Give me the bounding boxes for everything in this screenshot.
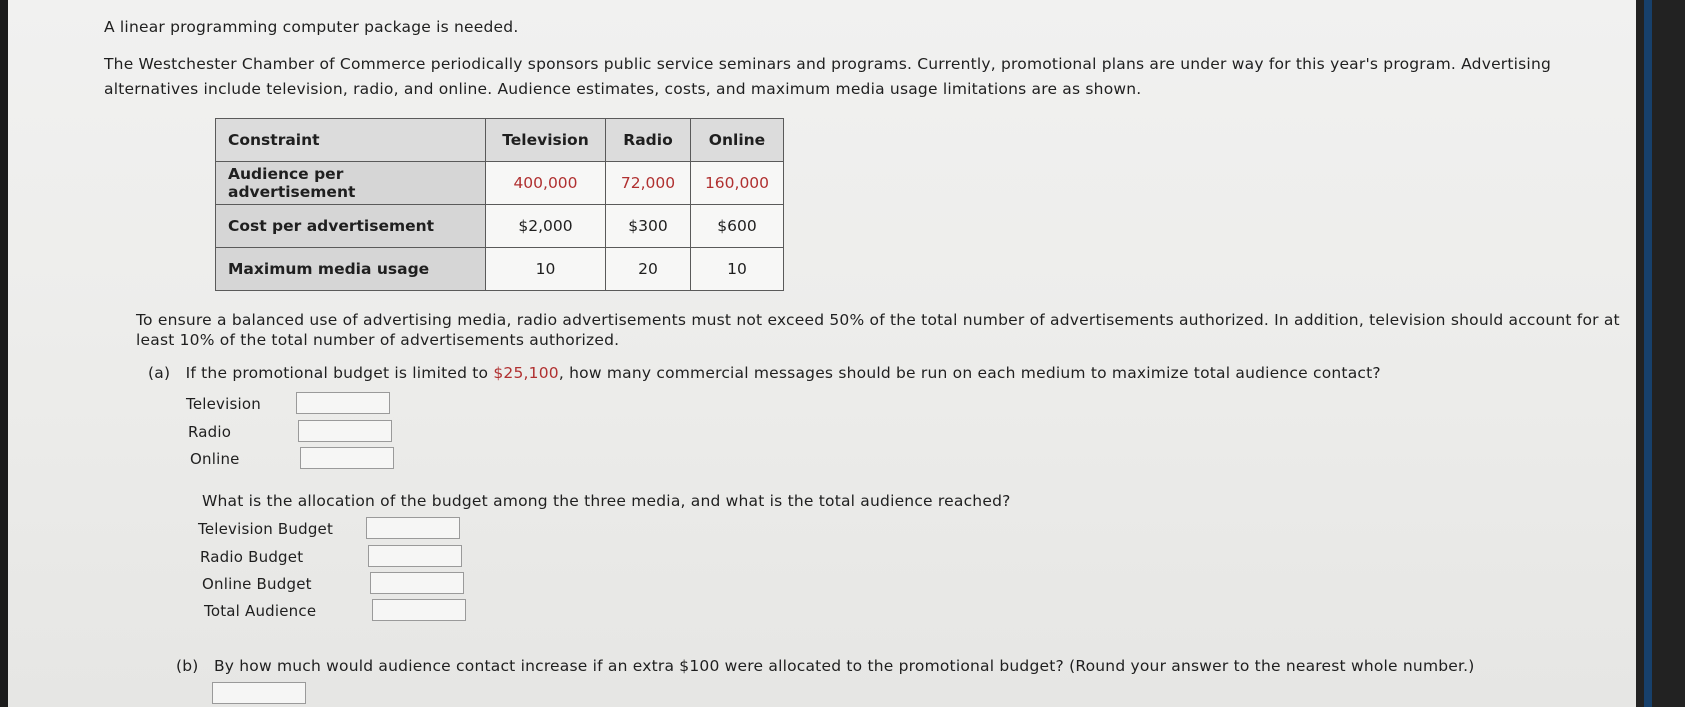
cell-value: 10	[691, 248, 784, 291]
cell-value: 20	[606, 248, 691, 291]
table-row	[216, 162, 784, 205]
cell-value: $600	[691, 205, 784, 248]
problem-page	[8, 0, 1636, 707]
table-row	[216, 205, 784, 248]
online-input[interactable]	[300, 447, 394, 469]
cell-value: $2,000	[486, 205, 606, 248]
cell-value: 10	[486, 248, 606, 291]
radio-budget-input[interactable]	[368, 545, 462, 567]
intro-text: A linear programming computer package is needed.	[104, 18, 519, 36]
part-a-marker: (a)	[148, 364, 171, 382]
radio-input[interactable]	[298, 420, 392, 442]
screen-bezel	[1636, 0, 1685, 707]
label-television: Television	[186, 395, 261, 413]
cell-value: 160,000	[691, 162, 784, 205]
budget-value: $25,100	[493, 364, 559, 382]
row-label-max-usage: Maximum media usage	[216, 248, 486, 291]
allocation-question: What is the allocation of the budget among the three media, and what is the total audience reached?	[202, 492, 1011, 510]
part-a-prefix: If the promotional budget is limited to	[185, 364, 494, 382]
label-online: Online	[190, 450, 240, 468]
label-online-budget: Online Budget	[202, 575, 312, 593]
part-a-question	[148, 364, 1381, 382]
part-b-text: By how much would audience contact increase if an extra $100 were allocated to the promotional budget? (Round your answer to the nearest whole number.)	[213, 657, 1475, 675]
label-total-audience: Total Audience	[204, 602, 317, 620]
header-online: Online	[691, 119, 784, 162]
part-a-suffix: , how many commercial messages should be run on each medium to maximize total audience contact?	[558, 364, 1381, 382]
balance-constraint-paragraph: To ensure a balanced use of advertising media, radio advertisements must not exceed 50% of the total number of advertisements authorized. In addition, television should account for at least 10% of the total number of advertisements authorized.	[136, 311, 1620, 349]
table-row	[216, 248, 784, 291]
total-audience-input[interactable]	[372, 599, 466, 621]
row-label-audience: Audience per advertisement	[216, 162, 486, 205]
header-television: Television	[486, 119, 606, 162]
part-b-marker: (b)	[176, 657, 199, 675]
cell-value: 72,000	[606, 162, 691, 205]
problem-paragraph: The Westchester Chamber of Commerce periodically sponsors public service seminars and programs. Currently, promotional plans are under way for this year's program. Advertising alternatives include television, radio, and online. Audience estimates, costs, and maximum media usage limitations are as shown.	[104, 55, 1552, 98]
table-header-row	[216, 119, 784, 162]
part-b-question	[176, 657, 1475, 675]
row-label-cost: Cost per advertisement	[216, 205, 486, 248]
header-radio: Radio	[606, 119, 691, 162]
cell-value: $300	[606, 205, 691, 248]
label-radio: Radio	[188, 423, 232, 441]
window-edge	[1644, 0, 1652, 707]
television-budget-input[interactable]	[366, 517, 460, 539]
online-budget-input[interactable]	[370, 572, 464, 594]
television-input[interactable]	[296, 392, 390, 414]
label-television-budget: Television Budget	[198, 520, 334, 538]
header-constraint: Constraint	[216, 119, 486, 162]
label-radio-budget: Radio Budget	[200, 548, 304, 566]
constraint-table	[215, 118, 784, 291]
part-b-input[interactable]	[212, 682, 306, 704]
cell-value: 400,000	[486, 162, 606, 205]
